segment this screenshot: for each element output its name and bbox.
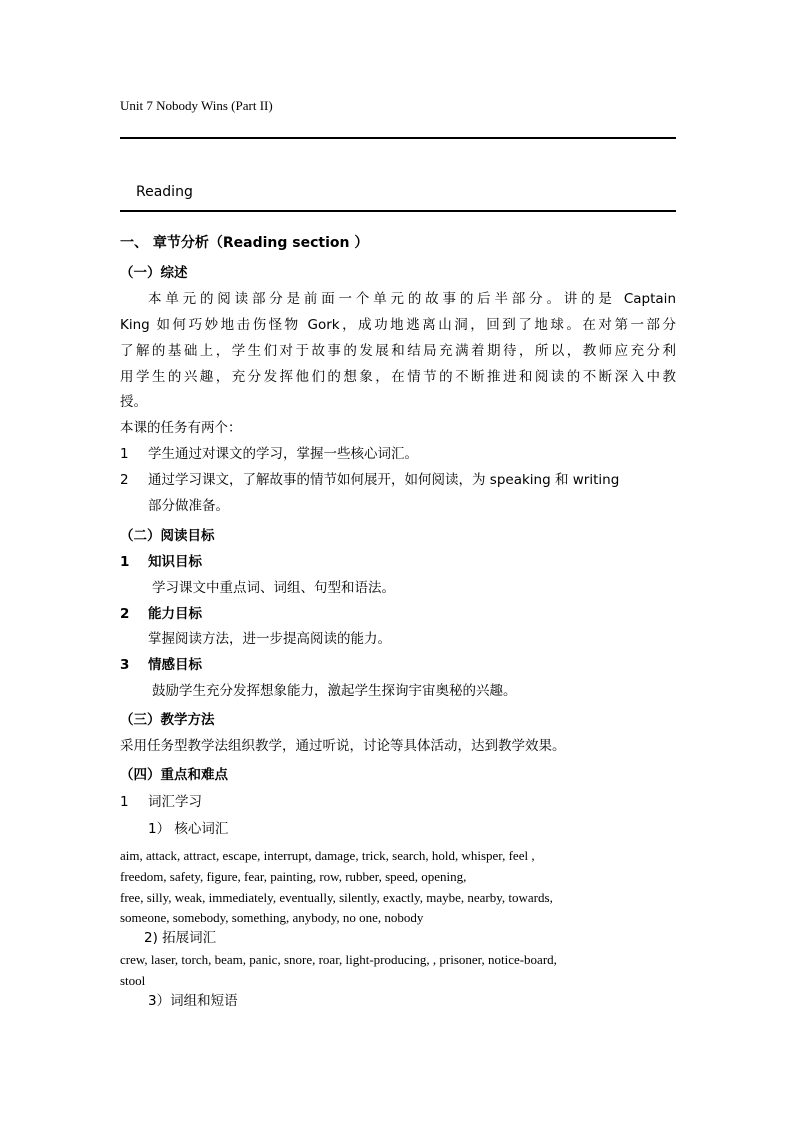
goal-1-title: 1 知识目标 <box>120 554 202 570</box>
ext-vocab-line-1: crew, laser, torch, beam, panic, snore, roar, light-producing, , prisoner, notice-board, <box>120 952 557 967</box>
overview-line-5: 授。 <box>120 394 147 410</box>
vocab-title: 1 词汇学习 <box>120 794 202 810</box>
unit-title: Unit 7 Nobody Wins (Part II) <box>120 98 273 113</box>
overview-line-4: 用学生的兴趣，充分发挥他们的想象，在情节的不断推进和阅读的不断深入中教 <box>120 369 676 385</box>
chapter-heading: 一、 章节分析（Reading section ） <box>120 235 369 251</box>
goal-2-title: 2 能力目标 <box>120 606 202 622</box>
task-number: 2 <box>120 472 129 488</box>
task-item-2-cont: 部分做准备。 <box>148 498 229 514</box>
overview-line-2: King 如何巧妙地击伤怪物 Gork，成功地逃离山洞，回到了地球。在对第一部分 <box>120 317 676 333</box>
overview-heading: （一）综述 <box>120 265 188 281</box>
core-vocab-line-3: free, silly, weak, immediately, eventually, silently, exactly, maybe, nearby, towards, <box>120 890 553 905</box>
task-text: 通过学习课文，了解故事的情节如何展开，如何阅读，为 speaking 和 writing <box>148 472 620 488</box>
goal-3-text: 鼓励学生充分发挥想象能力，激起学生探询宇宙奥秘的兴趣。 <box>152 683 517 699</box>
core-vocab-line-1: aim, attack, attract, escape, interrupt, damage, trick, search, hold, whisper, feel , <box>120 848 535 863</box>
core-vocab-line-4: someone, somebody, something, anybody, no one, nobody <box>120 910 424 925</box>
phrases-title: 3）词组和短语 <box>148 993 238 1009</box>
goal-3-title: 3 情感目标 <box>120 657 202 673</box>
section-title-reading: Reading <box>136 184 193 200</box>
task-number: 1 <box>120 446 129 462</box>
task-item-2 <box>120 471 619 489</box>
keypoints-heading: （四）重点和难点 <box>120 767 228 783</box>
core-vocab-title: 1） 核心词汇 <box>148 821 229 837</box>
ext-vocab-line-2: stool <box>120 973 146 988</box>
task-text: 学生通过对课文的学习，掌握一些核心词汇。 <box>148 446 418 462</box>
goals-heading: （二）阅读目标 <box>120 528 215 544</box>
method-text: 采用任务型教学法组织教学，通过听说，讨论等具体活动，达到教学效果。 <box>120 738 566 754</box>
overview-line-3: 了解的基础上，学生们对于故事的发展和结局充满着期待，所以，教师应充分利 <box>120 343 676 359</box>
overview-line-1: 本单元的阅读部分是前面一个单元的故事的后半部分。讲的是 Captain <box>148 291 676 307</box>
goal-2-text: 掌握阅读方法，进一步提高阅读的能力。 <box>148 631 391 647</box>
method-heading: （三）教学方法 <box>120 712 215 728</box>
task-item-1 <box>120 445 418 463</box>
core-vocab-line-2: freedom, safety, figure, fear, painting, row, rubber, speed, opening, <box>120 869 467 884</box>
tasks-intro: 本课的任务有两个： <box>120 420 242 436</box>
section-divider <box>120 210 676 212</box>
header-divider <box>120 137 676 139</box>
goal-1-text: 学习课文中重点词、词组、句型和语法。 <box>152 580 395 596</box>
ext-vocab-title: 2) 拓展词汇 <box>144 930 217 946</box>
